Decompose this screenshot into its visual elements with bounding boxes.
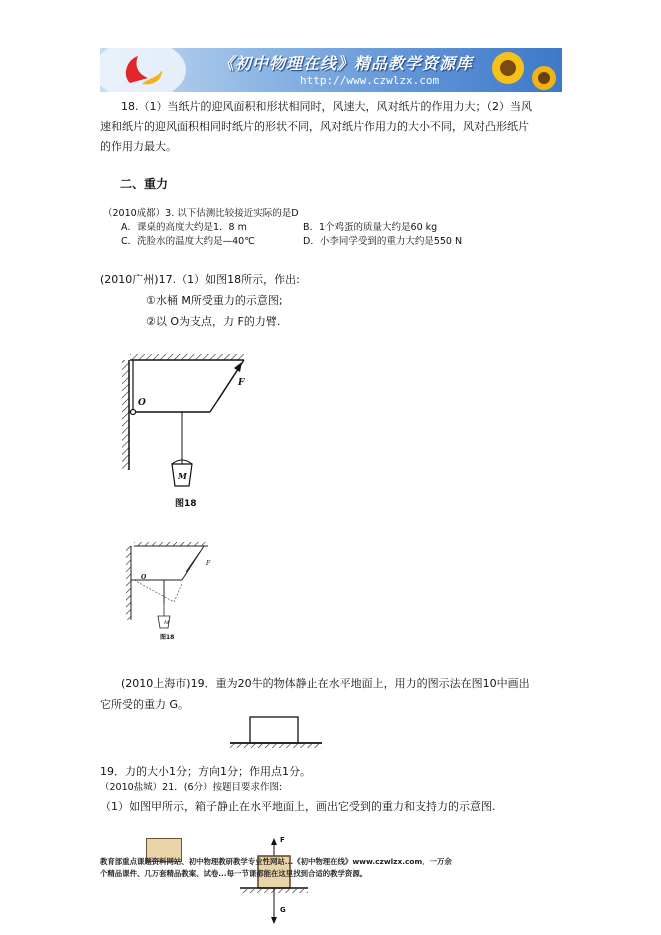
force-label-g: G — [280, 906, 286, 914]
force-diagram — [236, 836, 312, 926]
footer-line2: 个精品课件、几万套精品教案、试卷...每一节课都能在这里找到合适的教学资源。 — [100, 869, 368, 878]
fig18s-label-m: M — [164, 620, 170, 626]
pivot-icon — [131, 410, 136, 415]
q-shanghai-line2: 它所受的重力 G。 — [100, 698, 190, 711]
q-guangzhou-item2: ②以 O为支点，力 F的力臂. — [146, 315, 281, 328]
fig18-label-o: O — [138, 398, 146, 408]
box-on-ground-figure — [228, 714, 324, 750]
fig18-label-m: M — [178, 471, 187, 481]
fig18-label-f: F — [238, 378, 245, 388]
answer18-line1: 18.（1）当纸片的迎风面积和形状相同时，风速大，风对纸片的作用力大；（2）当风 — [121, 100, 532, 113]
wall-hatch — [122, 360, 129, 470]
ceiling-hatch — [130, 354, 244, 360]
figure18-small-diagram — [122, 540, 218, 640]
q-shanghai-line1: (2010上海市)19．重为20牛的物体静止在水平地面上，用力的图示法在图10中画出 — [121, 677, 530, 690]
fig18s-label-o: O — [141, 574, 147, 581]
answer18-line3: 的作用力最大。 — [100, 140, 177, 153]
force-label-f: F — [280, 836, 285, 844]
force-arrow — [218, 366, 240, 400]
arrow-up-icon — [271, 838, 277, 845]
q-chengdu-option-d: D．小李同学受到的重力大约是550 N — [303, 236, 463, 247]
footer-line1: 教育部重点课题资料网站、初中物理教研教学专业性网站...《初中物理在线》www.czwlzx.com．一万余 — [100, 857, 452, 866]
fig18s-label-f: F — [206, 560, 211, 567]
fig18s-caption: 图18 — [160, 634, 175, 641]
answer19: 19．力的大小1分；方向1分；作用点1分。 — [100, 765, 311, 778]
answer18-line2: 速和纸片的迎风面积相同时纸片的形状不同，风对纸片作用力的大小不同，风对凸形纸片 — [100, 120, 529, 133]
banner-url[interactable]: http://www.czwlzx.com — [300, 74, 440, 87]
fig18-caption: 图18 — [175, 499, 197, 509]
q-chengdu-option-b: B．1个鸡蛋的质量大约是60 kg — [303, 222, 438, 233]
q-chengdu-option-c: C．洗脸水的温度大约是—40℃ — [121, 236, 255, 247]
header-banner — [100, 48, 562, 92]
q-chengdu-option-a: A．课桌的高度大约是1．8 m — [121, 222, 247, 233]
lever-arm-line — [134, 580, 174, 602]
banner-title: 《初中物理在线》精品教学资源库 — [218, 54, 474, 73]
figure18-diagram — [118, 352, 268, 502]
q-yancheng-stem: （2010盐城）21．(6分）按题目要求作图: — [100, 782, 283, 793]
q-guangzhou-item1: ①水桶 M所受重力的示意图; — [146, 294, 283, 307]
q-guangzhou-stem: (2010广州)17.（1）如图18所示，作出: — [100, 273, 300, 286]
box-shape — [250, 717, 298, 743]
q-chengdu-stem: （2010成都）3. 以下估测比较接近实际的是D — [103, 208, 299, 219]
arrow-down-icon — [271, 917, 277, 924]
q-yancheng-item1: （1）如图甲所示，箱子静止在水平地面上，画出它受到的重力和支持力的示意图. — [100, 800, 496, 813]
section-heading: 二、重力 — [120, 177, 169, 191]
